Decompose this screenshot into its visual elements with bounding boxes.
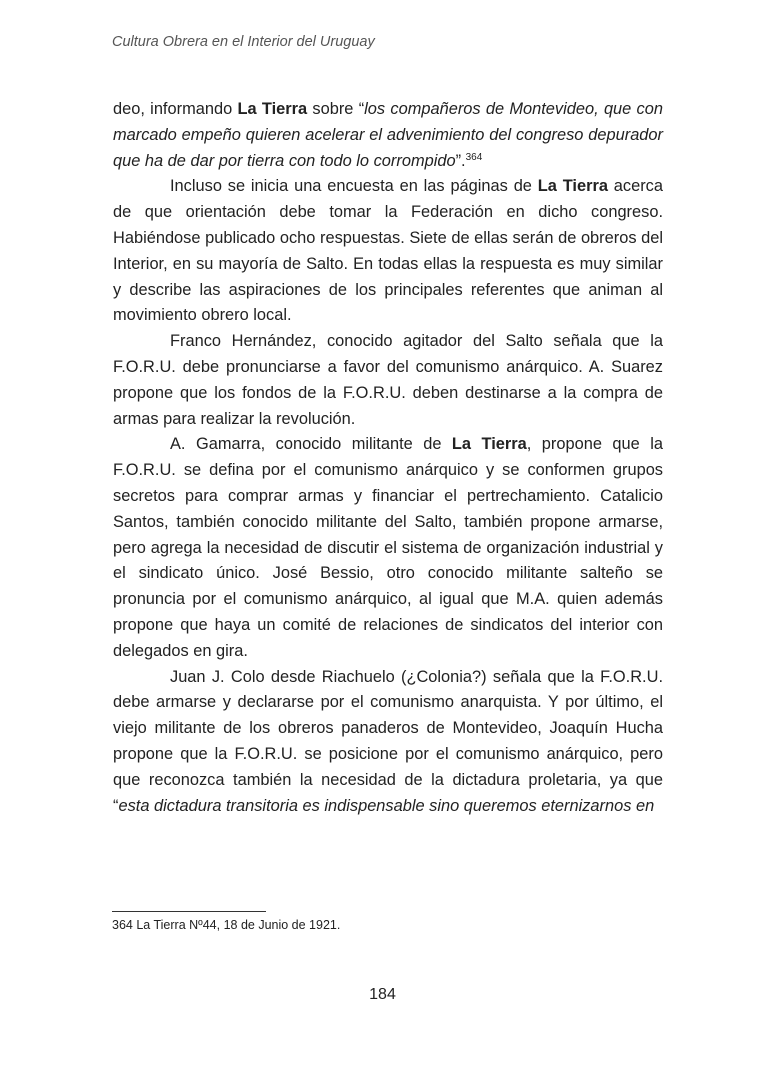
p1-text-a: deo, informando xyxy=(113,100,238,118)
p4-newspaper-name: La Tierra xyxy=(451,435,527,454)
paragraph-5 xyxy=(113,665,663,820)
p1-text-c: sobre “ xyxy=(307,100,365,118)
p1-quote: los compañeros de Montevideo, que con marcado empeño quieren acelerar el advenimiento del congreso depurador que ha de dar por tierra con todo lo corrompido xyxy=(113,100,663,170)
p2-newspaper-name: La Tierra xyxy=(537,177,608,196)
p1-text-e: ”. xyxy=(455,151,466,170)
footnote-ref-364: 364 xyxy=(465,151,483,163)
p5-quote: esta dictadura transitoria es indispensable sino queremos eternizarnos en xyxy=(118,796,655,815)
paragraph-1 xyxy=(113,97,663,174)
p1-newspaper-name: La Tierra xyxy=(237,100,308,118)
running-head: Cultura Obrera en el Interior del Uruguay xyxy=(112,34,375,50)
p4-text-c: , propone que la F.O.R.U. se defina por el comunismo anárquico y se conformen grupos secretos para comprar armas y financiar el pertrechamiento. Catalicio Santos, también conocido militante del Salto, también propone armarse, pero agrega la necesidad de discutir el sistema de organización industrial y el sindicato único. José Bessio, otro conocido militante salteño se pronuncia por el comunismo anárquico, al igual que M.A. quien además propone que haya un comité de relaciones de sindicatos del interior con delegados en gira. xyxy=(113,435,663,660)
footnote-rule xyxy=(112,911,266,912)
page-number: 184 xyxy=(369,986,396,1003)
paragraph-3: Franco Hernández, conocido agitador del Salto señala que la F.O.R.U. debe pronunciarse a favor del comunismo anárquico. A. Suarez propone que los fondos de la F.O.R.U. deben destinarse a la compra de armas para realizar la revolución. xyxy=(113,332,663,428)
paragraph-2 xyxy=(113,174,663,329)
p2-text-c: acerca de que orientación debe tomar la Federación en dicho congreso. Habiéndose publicado ocho respuestas. Siete de ellas serán de obreros del Interior, en su mayoría de Salto. En todas ellas la respuesta es muy similar y describe las aspiraciones de los principales referentes que animan al movimiento obrero local. xyxy=(113,177,663,325)
p5-text-a: Juan J. Colo desde Riachuelo (¿Colonia?) señala que la F.O.R.U. debe armarse y declararse por el comunismo anarquista. Y por último, el viejo militante de los obreros panaderos de Montevideo, Joaquín Hucha propone que la F.O.R.U. se posicione por el comunismo anárquico, pero que reconozca también la necesidad de la dictadura proletaria, ya que “ xyxy=(113,667,663,815)
p4-text-a: A. Gamarra, conocido militante de xyxy=(170,435,452,454)
paragraph-4 xyxy=(113,432,663,664)
footnote-364: 364 La Tierra Nº44, 18 de Junio de 1921. xyxy=(112,918,341,932)
p2-text-a: Incluso se inicia una encuesta en las páginas de xyxy=(170,177,538,196)
body-text xyxy=(113,97,663,819)
